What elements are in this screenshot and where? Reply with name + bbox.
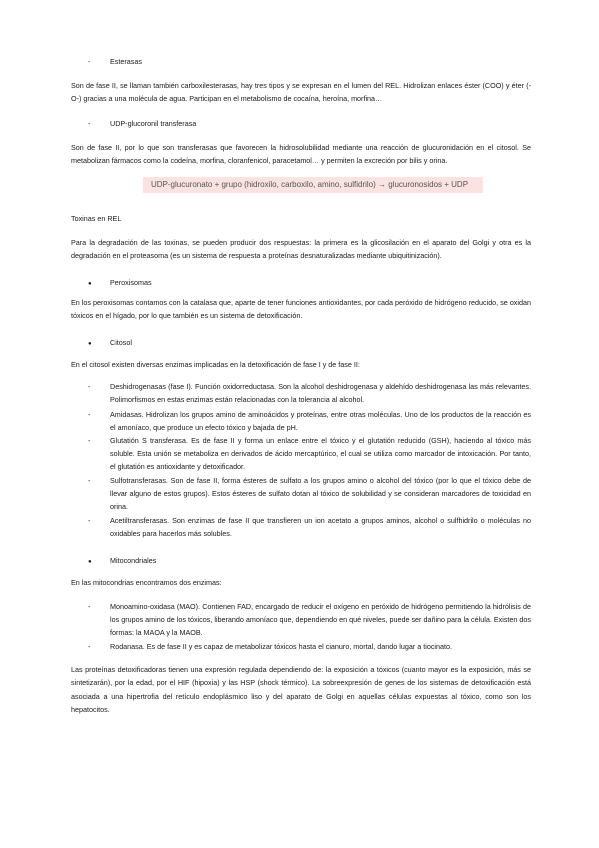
bullet-dot: ●	[88, 341, 92, 347]
paragraph-peroxisomas: En los peroxisomas contamos con la catalasa que, aparte de tener funciones antioxidantes, por cada peróxido de hidrógeno reducido, se oxidan tóxicos en el hígado, por lo que también es un sistema de detoxificación.	[71, 298, 531, 321]
dash-bullet: -	[88, 516, 91, 525]
bullet-dot: ●	[88, 559, 92, 565]
paragraph-udp: Son de fase II, por lo que son transferasas que favorecen la hidrosolubilidad mediante una reacción de glucuronidación en el citosol. Se metabolizan fármacos como la codeína, morfina, cloranfenicol, paracetamol… y permiten la excreción por bilis y orina.	[71, 143, 531, 166]
dash-bullet: -	[88, 642, 91, 651]
heading-udp: UDP-glucoronil transferasa	[110, 119, 197, 128]
list-item-amidasas: Amidasas. Hidrolizan los grupos amino de aminoácidos y proteínas, entre otras moléculas. Uno de los productos de la reacción es el amoníaco, que produce un efecto tóxico y bajada de pH.	[110, 410, 531, 432]
list-item-acetiltransferasas: Acetiltransferasas. Son enzimas de fase II que transfieren un ion acetato a grupos aminos, alcohol o sulfhidrilo o moléculas no oxidables para hacerlos más solubles.	[110, 516, 531, 538]
heading-citosol: Citosol	[110, 338, 132, 347]
formula-udp: UDP-glucuronato + grupo (hidroxilo, carboxilo, amino, sulfidrilo) → glucuronosidos + UDP	[143, 177, 483, 193]
dash-bullet: -	[88, 119, 91, 128]
paragraph-toxinas: Para la degradación de las toxinas, se pueden producir dos respuestas: la primera es la glicosilación en el aparato del Golgi y otra es la degradación en el proteasoma (es un sistema de respuesta a proteínas desnaturalizadas mediante ubiquitinización).	[71, 238, 531, 261]
paragraph-esterasas: Son de fase II, se llaman también carboxilesterasas, hay tres tipos y se expresan en el lumen del REL. Hidrolizan enlaces éster (COO) y éter (-O-) gracias a una molécula de agua. Participan en el metabolismo de cocaína, heroína, morfina…	[71, 81, 531, 104]
dash-bullet: -	[88, 436, 91, 445]
dash-bullet: -	[88, 382, 91, 391]
bullet-dot: ●	[88, 281, 92, 287]
list-item-rodanasa: Rodanasa. Es de fase II y es capaz de metabolizar tóxicos hasta el cianuro, mortal, dando lugar a tiocinato.	[110, 642, 452, 651]
dash-bullet: -	[88, 476, 91, 485]
list-item-mao: Monoamino-oxidasa (MAO). Contienen FAD, encargado de reducir el oxígeno en peróxido de hidrógeno permitiendo la hidrólisis de los grupos amino de los tóxicos, liberando amoníaco que, dependiendo en qué niveles, puede ser dañino para la célula. Existen dos formas: la MAOA y la MAOB.	[110, 602, 531, 637]
dash-bullet: -	[88, 602, 91, 611]
list-item-deshidrogenasas: Deshidrogenasas (fase I). Función oxidorreductasa. Son la alcohol deshidrogenasa y aldehído deshidrogenasa las más relevantes. Polimorfismos en estas enzimas están relacionadas con la tolerancia al alcohol.	[110, 382, 531, 404]
list-item-sulfotransferasas: Sulfotransferasas. Son de fase II, forma ésteres de sulfato a los grupos amino o alcohol del tóxico (por lo que el tóxico debe de llevar alguno de estos grupos). Estos ésteres de sulfato dotan al tóxico de solubilidad y se consideran marcadores de toxicidad en orina.	[110, 476, 531, 511]
heading-esterasas: Esterasas	[110, 57, 142, 66]
heading-toxinas: Toxinas en REL	[71, 214, 122, 223]
intro-citosol: En el citosol existen diversas enzimas implicadas en la detoxificación de fase I y de fase II:	[71, 360, 360, 369]
dash-bullet: -	[88, 410, 91, 419]
list-item-glutation: Glutatión S transferasa. Es de fase II y forma un enlace entre el tóxico y el glutatión reducido (GSH), haciendo al tóxico más soluble. Esta unión se metaboliza en derivados de ácido mercaptúrico, el cual se utiliza como marcador de intoxicación. Por tanto, el glutatión es antioxidante y detoxificador.	[110, 436, 531, 471]
dash-bullet: -	[88, 57, 91, 66]
paragraph-closing: Las proteínas detoxificadoras tienen una expresión regulada dependiendo de: la exposición a tóxicos (cuanto mayor es la exposición, más se sintetizarán), por la edad, por el HIF (hipoxia) y las HSP (shock térmico). La sobreexpresión de genes de los sistemas de detoxificación está asociada a una hipertrofia del retículo endoplásmico liso y del aparato de Golgi en aquellas células expuestas al tóxico, como son los hepatocitos.	[71, 665, 531, 714]
intro-mitocondriales: En las mitocondrias encontramos dos enzimas:	[71, 578, 222, 587]
heading-peroxisomas: Peroxisomas	[110, 278, 152, 287]
heading-mitocondriales: Mitocondriales	[110, 556, 157, 565]
